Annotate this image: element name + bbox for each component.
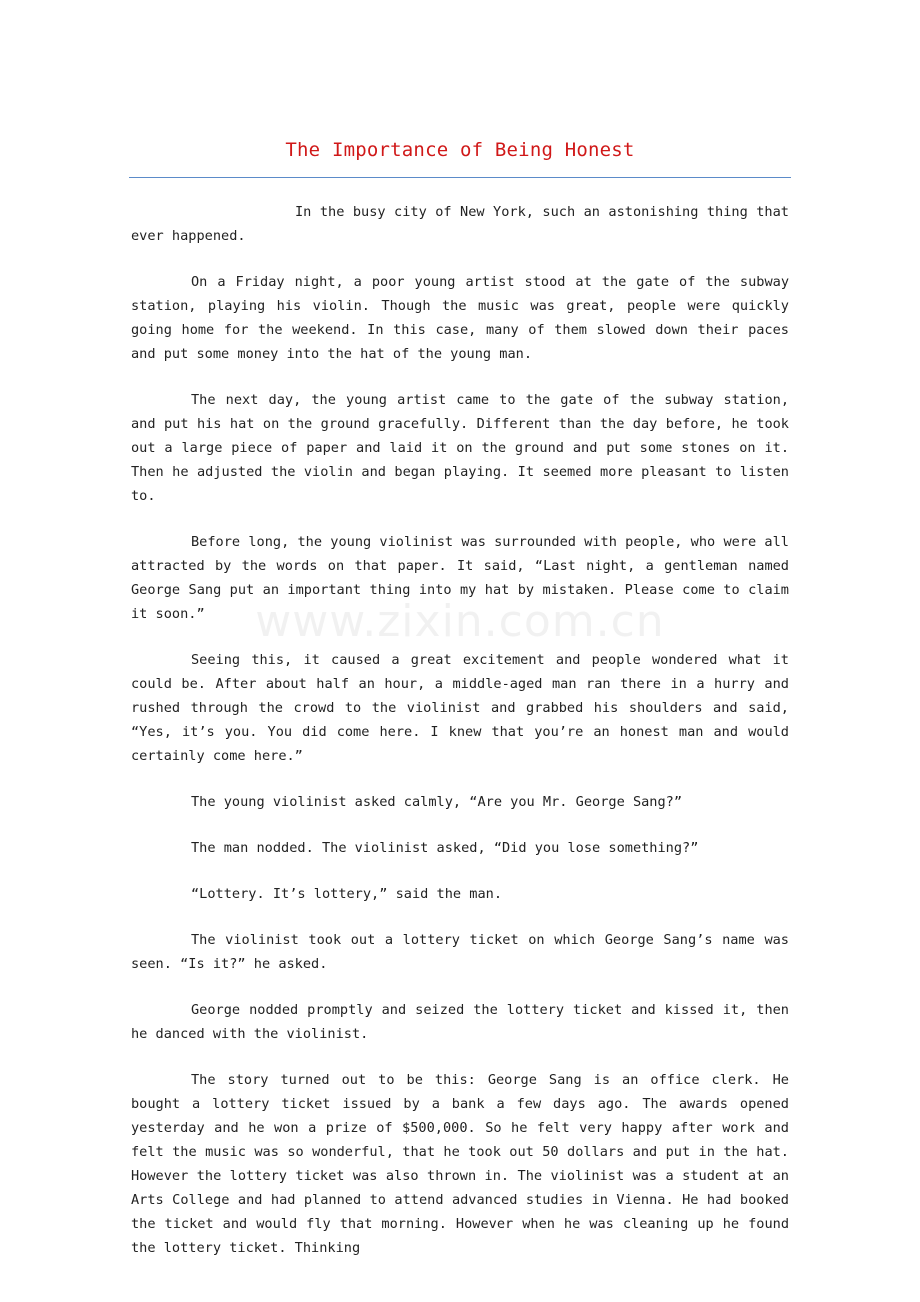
paragraph-9: The violinist took out a lottery ticket on which George Sang’s name was seen. “Is it?” he asked. — [131, 932, 789, 972]
document-body — [131, 200, 789, 1282]
document-title: The Importance of Being Honest — [285, 139, 635, 161]
watermark: www.zixin.com.cn — [255, 596, 665, 647]
paragraph-11: The story turned out to be this: George Sang is an office clerk. He bought a lottery ticket issued by a bank a few days ago. The awards opened yesterday and he won a prize of $500,000. So he felt very happy after work and felt the music was so wonderful, that he took out 50 dollars and put in the hat. However the lottery ticket was also thrown in. The violinist was a student at an Arts College and had planned to attend advanced studies in Vienna. He had booked the ticket and would fly that morning. However when he was cleaning up he found the lottery ticket. Thinking — [131, 1072, 789, 1256]
paragraph-2: On a Friday night, a poor young artist stood at the gate of the subway station, playing his violin. Though the music was great, people were quickly going home for the weekend. In this case, many of them slowed down their paces and put some money into the hat of the young man. — [131, 274, 789, 362]
paragraph-5: Seeing this, it caused a great excitement and people wondered what it could be. After about half an hour, a middle-aged man ran there in a hurry and rushed through the crowd to the violinist and grabbed his shoulders and said, “Yes, it’s you. You did come here. I knew that you’re an honest man and would certainly come here.” — [131, 652, 789, 764]
paragraph-8: “Lottery. It’s lottery,” said the man. — [191, 886, 502, 902]
paragraph-6: The young violinist asked calmly, “Are you Mr. George Sang?” — [191, 794, 683, 810]
title-divider — [129, 177, 791, 178]
paragraph-1: In the busy city of New York, such an astonishing thing that ever happened. — [131, 204, 789, 244]
paragraph-3: The next day, the young artist came to the gate of the subway station, and put his hat on the ground gracefully. Different than the day before, he took out a large piece of paper and laid it on the ground and put some stones on it. Then he adjusted the violin and began playing. It seemed more pleasant to listen to. — [131, 392, 789, 504]
paragraph-10: George nodded promptly and seized the lottery ticket and kissed it, then he danced with the violinist. — [131, 1002, 789, 1042]
paragraph-7: The man nodded. The violinist asked, “Did you lose something?” — [191, 840, 699, 856]
paragraph-4: Before long, the young violinist was surrounded with people, who were all attracted by the words on that paper. It said, “Last night, a gentleman named George Sang put an important thing into my hat by mistaken. Please come to claim it soon.” — [131, 534, 789, 622]
